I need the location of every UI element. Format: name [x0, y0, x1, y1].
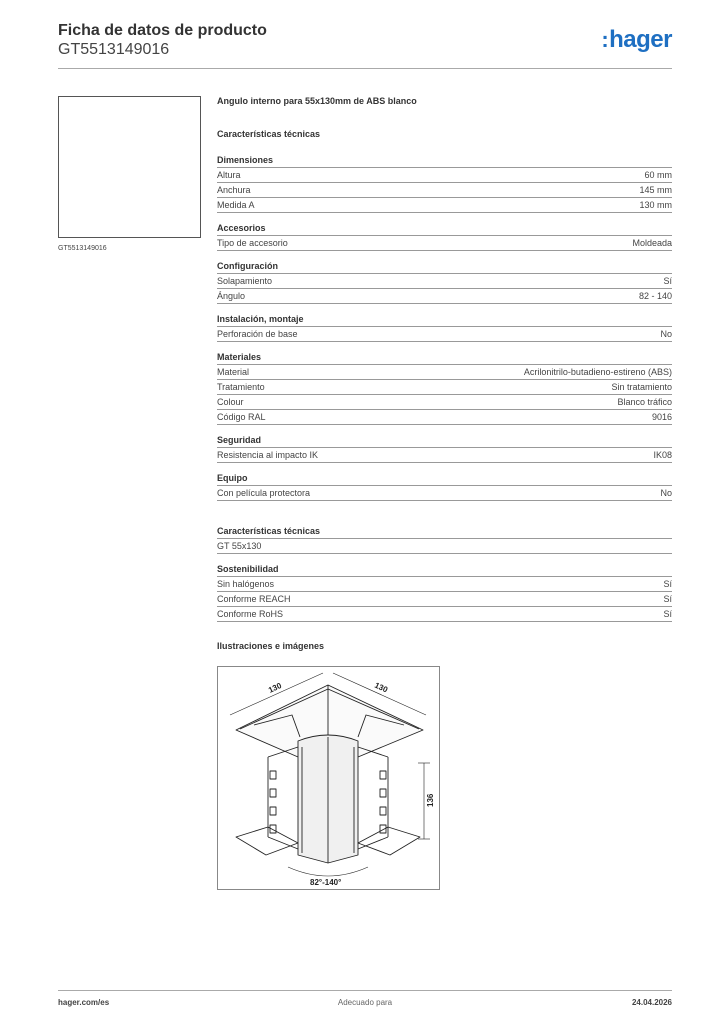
spec-row: Perforación de base No [217, 327, 672, 342]
section-title-accesorios: Accesorios [217, 222, 672, 236]
section-title-caracteristicas-2: Características técnicas [217, 525, 672, 539]
spec-row: Código RAL 9016 [217, 410, 672, 425]
spec-row: Ángulo 82 - 140 [217, 289, 672, 304]
thumbnail-caption: GT5513149016 [58, 245, 107, 252]
website-link[interactable]: hager.com/es [58, 998, 110, 1007]
dimension-height-label: 136 [426, 793, 435, 807]
dimension-right-label: 130 [373, 680, 390, 695]
spec-row: Conforme REACH Sí [217, 592, 672, 607]
section-heading-caracteristicas: Características técnicas [217, 129, 321, 139]
section-title-instalacion: Instalación, montaje [217, 313, 672, 327]
spec-row: Altura 60 mm [217, 168, 672, 183]
spec-row: Tipo de accesorio Moldeada [217, 236, 672, 251]
spec-row: Material Acrilonitrilo-butadieno-estireno (ABS) [217, 365, 672, 380]
spec-row: Tratamiento Sin tratamiento [217, 380, 672, 395]
section-heading-ilustraciones: Ilustraciones e imágenes [217, 641, 325, 651]
spec-row: Con película protectora No [217, 486, 672, 501]
spec-row: GT 55x130 [217, 539, 672, 554]
technical-drawing [217, 666, 440, 890]
section-title-equipo: Equipo [217, 472, 672, 486]
product-code: GT5513149016 [58, 41, 170, 58]
product-description: Angulo interno para 55x130mm de ABS blanco [217, 96, 417, 106]
hager-logo: :hager [601, 26, 672, 53]
section-title-configuracion: Configuración [217, 260, 672, 274]
footer-divider [58, 990, 672, 991]
suitable-for-label: Adecuado para [337, 998, 393, 1007]
header-divider [58, 68, 672, 69]
product-thumbnail [58, 96, 201, 238]
spec-row: Anchura 145 mm [217, 183, 672, 198]
section-title-materiales: Materiales [217, 351, 672, 365]
spec-row: Medida A 130 mm [217, 198, 672, 213]
dimension-left-label: 130 [267, 681, 283, 695]
section-title-dimensiones: Dimensiones [217, 154, 672, 168]
angle-range-label: 82°-140° [310, 878, 342, 887]
spec-row: Sin halógenos Sí [217, 577, 672, 592]
spec-row: Conforme RoHS Sí [217, 607, 672, 622]
spec-row: Solapamiento Sí [217, 274, 672, 289]
document-date: 24.04.2026 [631, 998, 672, 1007]
section-title-sostenibilidad: Sostenibilidad [217, 563, 672, 577]
section-title-seguridad: Seguridad [217, 434, 672, 448]
spec-row: Colour Blanco tráfico [217, 395, 672, 410]
document-title: Ficha de datos de producto [58, 22, 267, 39]
corner-duct-drawing [218, 667, 439, 889]
spec-row: Resistencia al impacto IK IK08 [217, 448, 672, 463]
document-header [58, 22, 672, 68]
spec-sheet [217, 96, 672, 655]
